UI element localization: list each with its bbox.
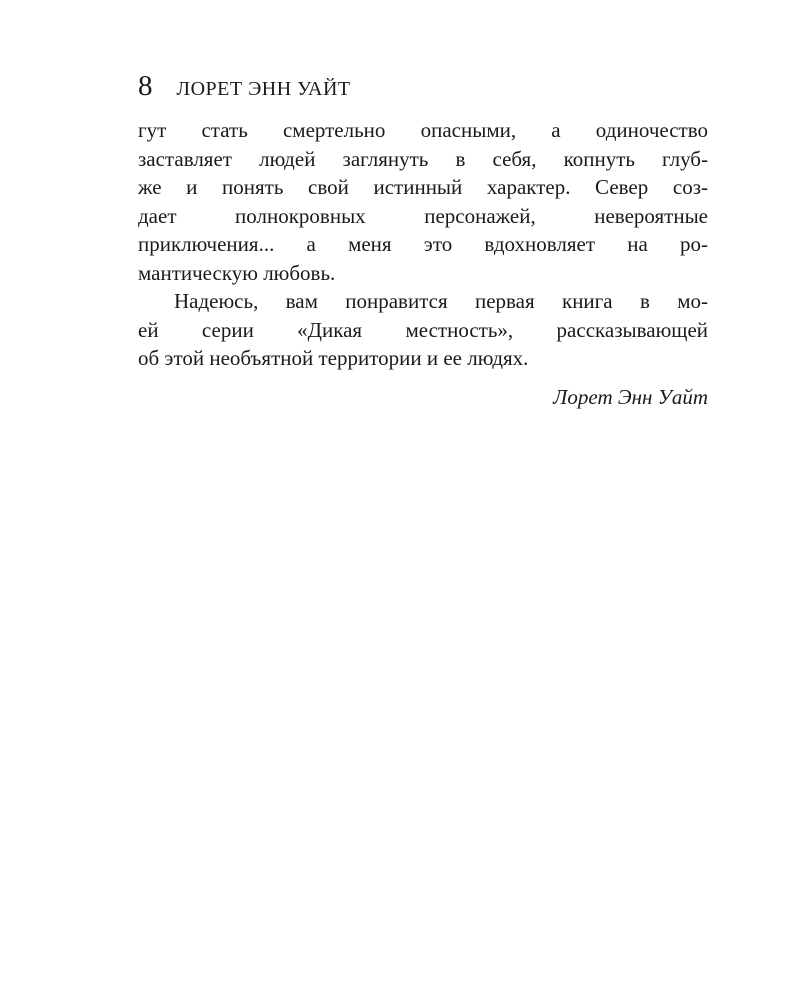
running-head: ЛОРЕТ ЭНН УАЙТ (176, 78, 351, 100)
text-line: мантическую любовь. (138, 260, 336, 285)
text-line: приключения... а меня это вдохновляет на ро- (138, 232, 708, 256)
author-signature: Лорет Энн Уайт (553, 384, 708, 409)
text-line: Надеюсь, вам понравится первая книга в мо- (174, 289, 708, 313)
body-text (138, 116, 708, 411)
text-line: об этой необъятной территории и ее людях. (138, 346, 529, 370)
text-line: ей серии «Дикая местность», рассказывающей (138, 317, 708, 342)
page-header (138, 66, 351, 106)
text-line: заставляет людей заглянуть в себя, копнуть глуб- (138, 146, 708, 171)
paragraph (138, 287, 708, 373)
text-line: дает полнокровных персонажей, невероятные (138, 203, 708, 228)
page-number: 8 (138, 70, 153, 102)
text-line: же и понять свой истинный характер. Север соз- (138, 175, 708, 199)
paragraph (138, 116, 708, 287)
text-line: гут стать смертельно опасными, а одиночество (138, 118, 708, 142)
